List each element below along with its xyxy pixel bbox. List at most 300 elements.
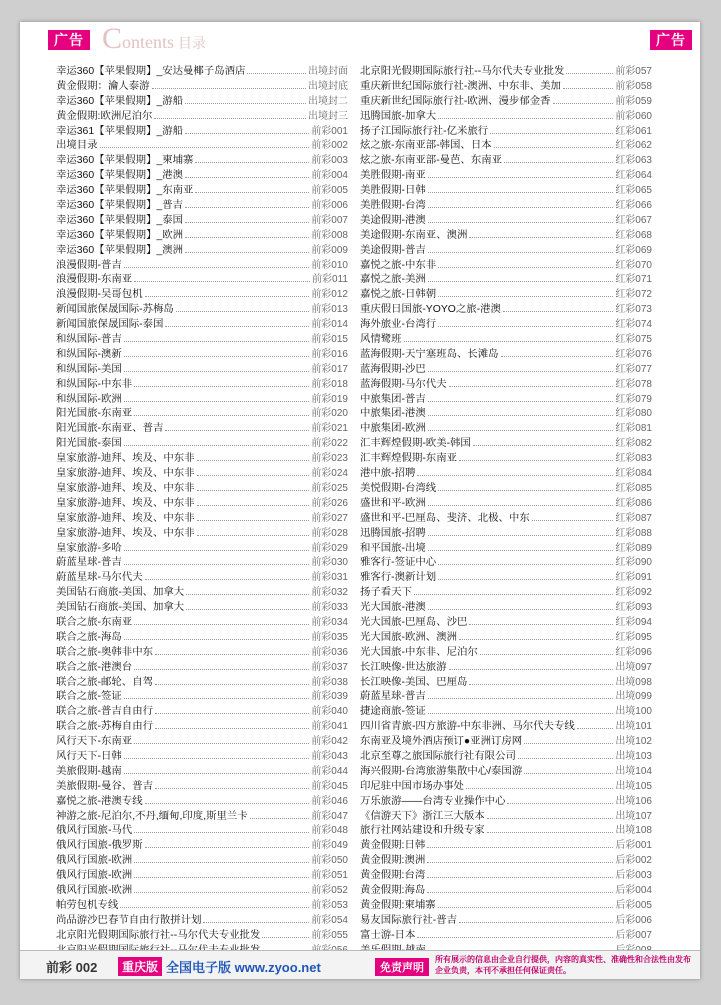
toc-entry-page: 前彩039 <box>311 691 348 703</box>
toc-leader-dots <box>428 362 614 372</box>
toc-leader-dots <box>124 764 310 774</box>
toc-entry[interactable] <box>56 168 348 183</box>
toc-leader-dots <box>428 272 614 282</box>
toc-entry[interactable] <box>360 511 652 526</box>
toc-entry[interactable] <box>360 183 652 198</box>
toc-entry[interactable] <box>360 421 652 436</box>
toc-leader-dots <box>124 689 310 699</box>
toc-leader-dots <box>134 615 309 625</box>
toc-entry-title: 万乐旅游——台湾专业操作中心 <box>360 795 506 807</box>
footer-site-link[interactable]: 全国电子版 www.zyoo.net <box>166 960 321 975</box>
toc-entry[interactable] <box>360 794 652 809</box>
toc-leader-dots <box>504 153 613 163</box>
toc-entry[interactable] <box>360 675 652 690</box>
toc-entry-page: 红彩079 <box>615 393 652 405</box>
toc-entry-title: 黄金假期:海岛 <box>360 884 426 896</box>
toc-entry[interactable] <box>360 287 652 302</box>
contents-heading <box>102 24 206 54</box>
toc-leader-dots <box>195 153 309 163</box>
toc-entry-title: 雅客行-签证中心 <box>360 557 437 569</box>
toc-entry-page: 红彩090 <box>615 557 652 569</box>
toc-entry[interactable] <box>56 138 348 153</box>
toc-entry[interactable] <box>360 124 652 139</box>
toc-entry-page: 前彩042 <box>311 736 348 748</box>
toc-entry-page: 前彩047 <box>311 810 348 822</box>
toc-leader-dots <box>459 451 613 461</box>
toc-leader-dots <box>134 868 309 878</box>
toc-entry[interactable] <box>360 555 652 570</box>
toc-entry[interactable] <box>56 675 348 690</box>
toc-entry[interactable] <box>56 526 348 541</box>
footer-disclaimer-label: 免责声明 <box>375 958 429 976</box>
toc-entry[interactable] <box>56 109 348 124</box>
toc-entry[interactable] <box>56 183 348 198</box>
toc-entry[interactable] <box>360 779 652 794</box>
toc-entry[interactable] <box>360 347 652 362</box>
toc-leader-dots <box>459 913 613 923</box>
toc-entry[interactable] <box>360 853 652 868</box>
toc-entry-page: 出境105 <box>615 780 652 792</box>
toc-entry-page: 红彩088 <box>615 527 652 539</box>
toc-entry-title: 和纵国际-欧洲 <box>56 393 122 405</box>
toc-entry-title: 幸运360【苹果假期】_游船 <box>56 95 184 107</box>
toc-entry-title: 阳光国旅-东南亚、普吉 <box>56 423 164 435</box>
toc-entry-page: 出境100 <box>615 706 652 718</box>
toc-entry-title: 北京至尊之旅国际旅行社有限公司 <box>360 750 516 762</box>
toc-leader-dots <box>459 630 613 640</box>
toc-entry[interactable] <box>360 764 652 779</box>
toc-entry[interactable] <box>56 406 348 421</box>
toc-entry[interactable] <box>56 124 348 139</box>
toc-entry-page: 出境099 <box>615 691 652 703</box>
toc-entry-title: 幸运360【苹果假期】_东南亚 <box>56 185 194 197</box>
toc-entry[interactable] <box>360 272 652 287</box>
toc-entry-title: 俄风行国旅-欧洲 <box>56 884 133 896</box>
toc-entry-title: 四川省青旅-四方旅游-中东非洲、马尔代夫专线 <box>360 721 575 733</box>
toc-entry-page: 前彩037 <box>311 661 348 673</box>
toc-entry-page: 前彩036 <box>311 646 348 658</box>
toc-entry-page: 前彩014 <box>311 319 348 331</box>
toc-entry-page: 前彩007 <box>311 214 348 226</box>
toc-entry[interactable] <box>360 541 652 556</box>
toc-entry-page: 前彩001 <box>311 125 348 137</box>
toc-entry[interactable] <box>56 853 348 868</box>
toc-entry-page: 前彩017 <box>311 363 348 375</box>
toc-entry[interactable] <box>360 64 652 79</box>
toc-entry-title: 蓝海假期-沙巴 <box>360 363 426 375</box>
toc-leader-dots <box>145 287 310 297</box>
toc-entry-page: 出境108 <box>615 825 652 837</box>
toc-entry[interactable] <box>56 317 348 332</box>
toc-leader-dots <box>473 436 613 446</box>
toc-leader-dots <box>186 585 309 595</box>
toc-entry[interactable] <box>56 94 348 109</box>
toc-entry-page: 前彩054 <box>311 914 348 926</box>
toc-entry-page: 前彩032 <box>311 587 348 599</box>
toc-entry-title: 联合之旅-海岛 <box>56 631 122 643</box>
toc-leader-dots <box>507 794 613 804</box>
toc-entry-title: 联合之旅-邮轮、自驾 <box>56 676 153 688</box>
toc-entry-title: 蔚蓝星球-普吉 <box>360 691 426 703</box>
toc-entry-title: 出境目录 <box>56 140 98 152</box>
toc-entry[interactable] <box>360 198 652 213</box>
toc-entry[interactable] <box>360 332 652 347</box>
toc-entry-title: 幸运361【苹果假期】_游船 <box>56 125 184 137</box>
toc-entry[interactable] <box>360 570 652 585</box>
toc-entry-page: 出境102 <box>615 736 652 748</box>
toc-entry-page: 前彩010 <box>311 259 348 271</box>
toc-entry[interactable] <box>56 913 348 928</box>
toc-entry[interactable] <box>360 258 652 273</box>
toc-entry-title: 神游之旅-尼泊尔,不丹,缅甸,印度,斯里兰卡 <box>56 810 248 822</box>
toc-leader-dots <box>438 317 613 327</box>
toc-entry[interactable] <box>56 243 348 258</box>
toc-entry[interactable] <box>360 838 652 853</box>
toc-entry-page: 红彩083 <box>615 453 652 465</box>
toc-leader-dots <box>120 898 309 908</box>
toc-entry-title: 皇家旅游-迪拜、埃及、中东非 <box>56 482 195 494</box>
toc-leader-dots <box>155 675 309 685</box>
toc-entry-title: 黄金假期:澳洲 <box>360 855 426 867</box>
toc-leader-dots <box>487 809 614 819</box>
toc-entry[interactable] <box>360 94 652 109</box>
toc-entry[interactable] <box>56 749 348 764</box>
toc-entry-page: 前彩045 <box>311 780 348 792</box>
toc-entry-page: 后彩004 <box>615 884 652 896</box>
toc-entry-title: 浪漫假期-吴哥包机 <box>56 289 143 301</box>
toc-entry[interactable] <box>56 719 348 734</box>
toc-leader-dots <box>428 198 614 208</box>
toc-entry-title: 联合之旅-奥韩非中东 <box>56 646 153 658</box>
toc-entry[interactable] <box>360 481 652 496</box>
toc-leader-dots <box>417 928 613 938</box>
toc-entry[interactable] <box>56 481 348 496</box>
toc-entry-title: 炫之旅-东南亚部-曼芭、东南亚 <box>360 155 502 167</box>
toc-entry[interactable] <box>56 883 348 898</box>
toc-entry-title: 黄金假期:欧洲尼泊尔 <box>56 110 153 122</box>
toc-entry-page: 前彩006 <box>311 200 348 212</box>
toc-leader-dots <box>154 109 306 119</box>
toc-entry[interactable] <box>360 526 652 541</box>
toc-leader-dots <box>124 749 310 759</box>
toc-entry[interactable] <box>56 585 348 600</box>
toc-leader-dots <box>563 79 613 89</box>
toc-entry-page: 前彩053 <box>311 899 348 911</box>
toc-entry-page: 出境封三 <box>308 110 348 122</box>
toc-entry[interactable] <box>56 421 348 436</box>
toc-entry[interactable] <box>56 704 348 719</box>
toc-entry-page: 红彩092 <box>615 587 652 599</box>
toc-entry-page: 前彩051 <box>311 870 348 882</box>
toc-entry-title: 蔚蓝星球-马尔代夫 <box>56 572 143 584</box>
toc-entry-title: 和纵国际-中东非 <box>56 378 133 390</box>
toc-entry-title: 光大国旅-巴厘岛、沙巴 <box>360 616 468 628</box>
toc-entry-title: 中旅集团-普吉 <box>360 393 426 405</box>
toc-leader-dots <box>449 660 614 670</box>
toc-entry[interactable] <box>56 79 348 94</box>
toc-entry[interactable] <box>56 287 348 302</box>
toc-entry[interactable] <box>360 928 652 943</box>
toc-entry[interactable] <box>360 317 652 332</box>
toc-entry[interactable] <box>56 64 348 79</box>
toc-leader-dots <box>124 347 310 357</box>
toc-entry[interactable] <box>56 347 348 362</box>
toc-entry-page: 红彩070 <box>615 259 652 271</box>
toc-entry[interactable] <box>360 809 652 824</box>
toc-entry-title: 皇家旅游-迪拜、埃及、中东非 <box>56 453 195 465</box>
toc-entry-page: 出境104 <box>615 765 652 777</box>
toc-entry-page: 前彩026 <box>311 497 348 509</box>
toc-entry[interactable] <box>56 302 348 317</box>
toc-leader-dots <box>155 779 309 789</box>
toc-entry-page: 红彩086 <box>615 497 652 509</box>
toc-entry-page: 前彩015 <box>311 334 348 346</box>
toc-entry[interactable] <box>56 898 348 913</box>
toc-entry[interactable] <box>360 377 652 392</box>
toc-leader-dots <box>438 287 613 297</box>
toc-leader-dots <box>487 823 614 833</box>
toc-entry[interactable] <box>56 734 348 749</box>
footer-page-number: 前彩 002 <box>46 960 98 975</box>
toc-entry[interactable] <box>56 436 348 451</box>
toc-entry-page: 前彩057 <box>615 66 652 77</box>
toc-entry-title: 俄风行国旅-马代 <box>56 825 133 837</box>
toc-leader-dots <box>185 228 309 238</box>
toc-leader-dots <box>524 764 613 774</box>
toc-entry-title: 风行天下-东南亚 <box>56 736 133 748</box>
toc-entry-page: 红彩077 <box>615 363 652 375</box>
toc-entry-page: 前彩016 <box>311 348 348 360</box>
toc-entry-title: 长江映像-美国、巴厘岛 <box>360 676 468 688</box>
toc-entry[interactable] <box>360 362 652 377</box>
toc-leader-dots <box>185 243 309 253</box>
toc-leader-dots <box>124 392 310 402</box>
toc-entry-page: 后彩001 <box>615 840 652 852</box>
toc-entry-page: 红彩063 <box>615 155 652 167</box>
toc-leader-dots <box>469 615 613 625</box>
toc-entry[interactable] <box>56 779 348 794</box>
toc-entry[interactable] <box>56 630 348 645</box>
toc-entry-page: 红彩071 <box>615 274 652 286</box>
toc-entry[interactable] <box>56 838 348 853</box>
toc-entry-page: 前彩048 <box>311 825 348 837</box>
toc-entry-page: 红彩073 <box>615 304 652 316</box>
toc-entry[interactable] <box>360 719 652 734</box>
toc-leader-dots <box>197 451 310 461</box>
toc-entry-page: 前彩030 <box>311 557 348 569</box>
toc-entry[interactable] <box>360 153 652 168</box>
toc-entry-title: 嘉悦之旅-中东非 <box>360 259 437 271</box>
toc-entry[interactable] <box>360 689 652 704</box>
toc-entry[interactable] <box>56 764 348 779</box>
toc-entry[interactable] <box>360 406 652 421</box>
toc-entry[interactable] <box>56 615 348 630</box>
toc-leader-dots <box>524 734 613 744</box>
toc-leader-dots <box>428 243 614 253</box>
ad-label-right: 广告 <box>650 30 692 50</box>
toc-entry[interactable] <box>360 109 652 124</box>
toc-entry[interactable] <box>56 511 348 526</box>
toc-entry-title: 蔚蓝星球-普吉 <box>56 557 122 569</box>
toc-leader-dots <box>428 183 614 193</box>
toc-entry[interactable] <box>56 570 348 585</box>
toc-entry[interactable] <box>360 615 652 630</box>
toc-entry[interactable] <box>360 213 652 228</box>
toc-entry-page: 前彩027 <box>311 512 348 524</box>
toc-entry[interactable] <box>56 555 348 570</box>
toc-entry-page: 前彩003 <box>311 155 348 167</box>
toc-entry-page: 前彩055 <box>311 929 348 941</box>
toc-entry-title: 美途假期-东南亚、澳洲 <box>360 229 468 241</box>
toc-entry-title: 皇家旅游-迪拜、埃及、中东非 <box>56 527 195 539</box>
toc-entry[interactable] <box>56 496 348 511</box>
toc-entry[interactable] <box>56 198 348 213</box>
toc-entry-title: 和纵国际-普吉 <box>56 334 122 346</box>
toc-entry[interactable] <box>56 228 348 243</box>
toc-entry[interactable] <box>360 823 652 838</box>
toc-entry-page: 后彩003 <box>615 870 652 882</box>
toc-entry[interactable] <box>360 660 652 675</box>
toc-entry-page: 红彩078 <box>615 378 652 390</box>
toc-entry-title: 迅腾国旅-加拿大 <box>360 110 437 122</box>
toc-entry-page: 前彩013 <box>311 304 348 316</box>
toc-leader-dots <box>145 570 310 580</box>
toc-entry-title: 重庆新世纪国际旅行社-澳洲、中东非、美加 <box>360 80 561 92</box>
toc-entry-page: 前彩060 <box>615 110 652 122</box>
toc-entry-page: 红彩064 <box>615 170 652 182</box>
toc-entry[interactable] <box>56 823 348 838</box>
toc-entry[interactable] <box>56 451 348 466</box>
toc-entry[interactable] <box>360 883 652 898</box>
toc-entry[interactable] <box>360 868 652 883</box>
toc-entry-title: 联合之旅-苏梅自由行 <box>56 721 153 733</box>
heading-cn: 目录 <box>178 36 207 52</box>
toc-entry[interactable] <box>56 541 348 556</box>
toc-entry[interactable] <box>360 645 652 660</box>
toc-entry-title: 光大国旅-港澳 <box>360 602 426 614</box>
toc-entry-page: 前彩022 <box>311 438 348 450</box>
toc-leader-dots <box>466 779 613 789</box>
toc-entry[interactable] <box>56 645 348 660</box>
toc-leader-dots <box>185 94 306 104</box>
toc-entry[interactable] <box>360 228 652 243</box>
toc-entry-title: 美胜假期-南亚 <box>360 170 426 182</box>
toc-entry-page: 红彩075 <box>615 334 652 346</box>
toc-leader-dots <box>155 719 309 729</box>
toc-entry[interactable] <box>56 258 348 273</box>
toc-entry-page: 前彩043 <box>311 750 348 762</box>
toc-right-column <box>360 64 652 957</box>
toc-entry-title: 联合之旅-普吉自由行 <box>56 706 153 718</box>
toc-entry[interactable] <box>360 243 652 258</box>
toc-entry[interactable] <box>56 392 348 407</box>
toc-entry-page: 出境097 <box>615 661 652 673</box>
toc-entry[interactable] <box>56 153 348 168</box>
toc-entry-title: 旅行社网站建设和升级专家 <box>360 825 485 837</box>
toc-entry[interactable] <box>56 868 348 883</box>
toc-entry[interactable] <box>360 630 652 645</box>
toc-leader-dots <box>155 704 309 714</box>
toc-entry[interactable] <box>360 392 652 407</box>
toc-entry-title: 帕劳包机专线 <box>56 899 119 911</box>
toc-entry[interactable] <box>360 749 652 764</box>
toc-entry-title: 新闻国旅保晟国际-泰国 <box>56 319 164 331</box>
toc-entry-page: 前彩024 <box>311 468 348 480</box>
toc-leader-dots <box>124 436 310 446</box>
toc-entry[interactable] <box>56 377 348 392</box>
toc-entry[interactable] <box>360 704 652 719</box>
toc-leader-dots <box>428 600 614 610</box>
toc-entry-title: 印尼驻中国市场办事处 <box>360 780 464 792</box>
toc-entry-title: 捷途商旅-签证 <box>360 706 426 718</box>
toc-entry-title: 汇丰辉煌假期-欧美-韩国 <box>360 438 471 450</box>
toc-leader-dots <box>438 898 614 908</box>
toc-entry[interactable] <box>360 436 652 451</box>
toc-entry[interactable] <box>56 213 348 228</box>
toc-entry[interactable] <box>56 660 348 675</box>
toc-leader-dots <box>185 168 309 178</box>
toc-entry[interactable] <box>360 138 652 153</box>
toc-entry-title: 扬子看天下 <box>360 587 412 599</box>
toc-entry[interactable] <box>56 362 348 377</box>
toc-entry[interactable] <box>360 466 652 481</box>
toc-leader-dots <box>185 213 309 223</box>
toc-entry-page: 前彩049 <box>311 840 348 852</box>
toc-entry[interactable] <box>360 734 652 749</box>
toc-entry-page: 红彩080 <box>615 408 652 420</box>
toc-entry[interactable] <box>360 79 652 94</box>
toc-entry-page: 前彩011 <box>312 274 348 286</box>
toc-entry[interactable] <box>56 332 348 347</box>
toc-entry[interactable] <box>360 585 652 600</box>
toc-entry[interactable] <box>56 928 348 943</box>
toc-entry[interactable] <box>56 600 348 615</box>
toc-entry[interactable] <box>56 794 348 809</box>
toc-entry-title: 俄风行国旅-欧洲 <box>56 870 133 882</box>
toc-entry-title: 俄风行国旅-俄罗斯 <box>56 840 143 852</box>
toc-entry-page: 前彩041 <box>311 721 348 733</box>
toc-entry-title: 皇家旅游-迪拜、埃及、中东非 <box>56 497 195 509</box>
heading-initial: C <box>102 22 123 55</box>
toc-entry[interactable] <box>360 451 652 466</box>
toc-entry[interactable] <box>56 466 348 481</box>
toc-entry-title: 幸运360【苹果假期】_澳洲 <box>56 244 184 256</box>
toc-entry-title: 重庆假日国旅-YOYO之旅-港澳 <box>360 304 501 316</box>
toc-leader-dots <box>134 377 309 387</box>
toc-leader-dots <box>134 823 309 833</box>
toc-entry-page: 前彩020 <box>311 408 348 420</box>
toc-leader-dots <box>134 734 309 744</box>
toc-entry[interactable] <box>360 496 652 511</box>
toc-entry-page: 红彩081 <box>615 423 652 435</box>
toc-entry-page: 前彩044 <box>311 765 348 777</box>
footer-edition-badge: 重庆版 <box>118 957 162 976</box>
toc-entry[interactable] <box>360 168 652 183</box>
toc-entry-title: 皇家旅游-迪拜、埃及、中东非 <box>56 468 195 480</box>
toc-entry[interactable] <box>360 913 652 928</box>
toc-entry[interactable] <box>56 689 348 704</box>
toc-leader-dots <box>427 868 613 878</box>
toc-leader-dots <box>124 332 310 342</box>
toc-leader-dots <box>438 258 613 268</box>
toc-entry[interactable] <box>56 272 348 287</box>
toc-entry-page: 前彩025 <box>311 482 348 494</box>
toc-entry-title: 皇家旅游-多哈 <box>56 542 122 554</box>
toc-entry[interactable] <box>360 600 652 615</box>
toc-entry[interactable] <box>56 809 348 824</box>
toc-entry[interactable] <box>360 898 652 913</box>
toc-entry[interactable] <box>360 302 652 317</box>
